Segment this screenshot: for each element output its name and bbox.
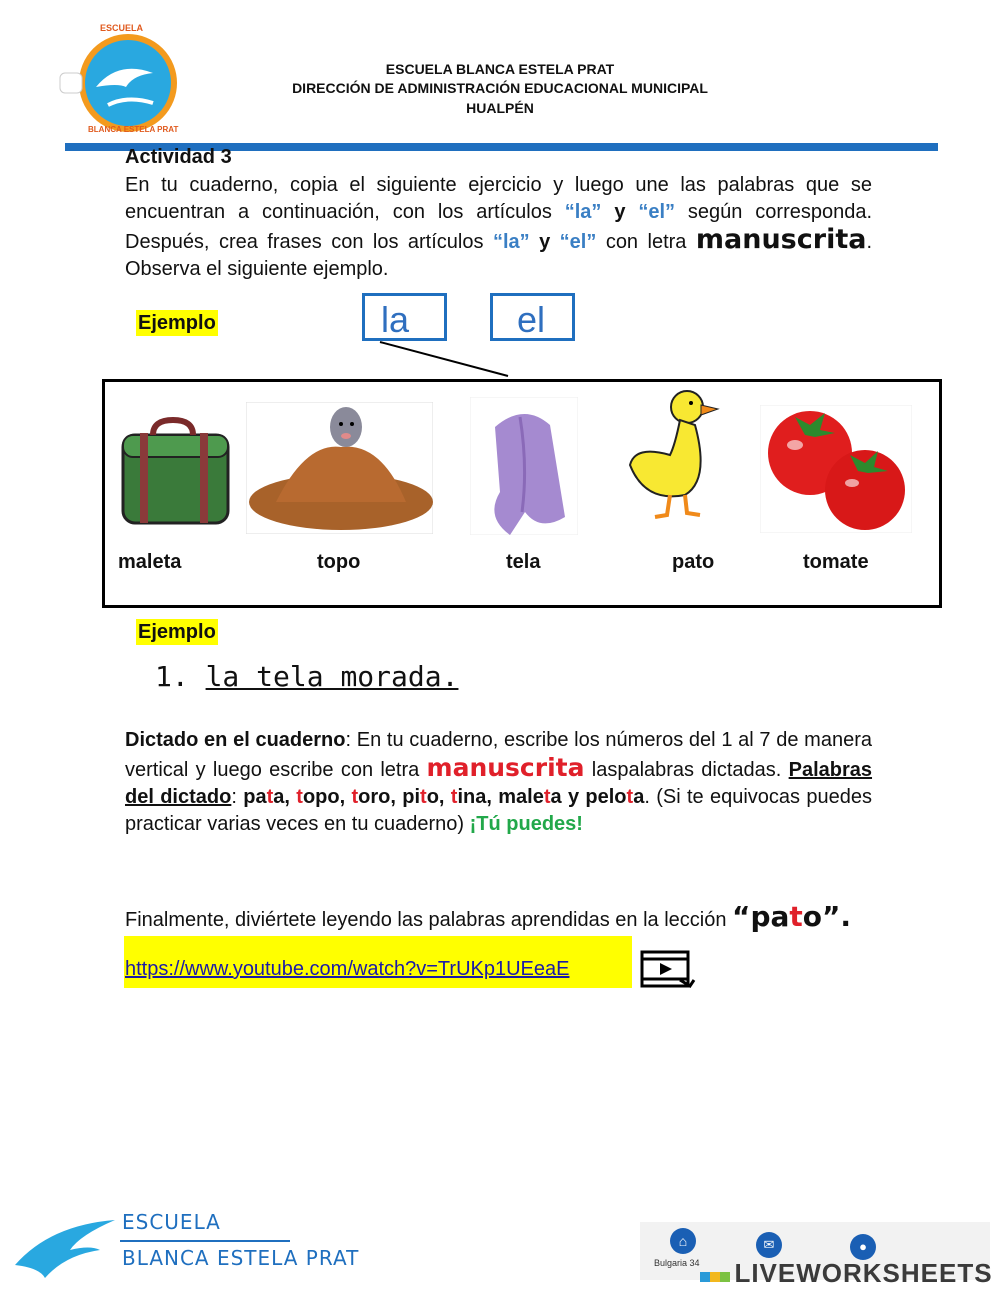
user-icon: ● [850,1234,876,1260]
word-pato: pato [672,551,715,573]
footer-bird-logo [10,1210,120,1280]
cloth-picture [470,397,578,535]
example-connector-line [0,0,1000,400]
word-tela: tela [506,551,541,573]
duck-picture [625,385,720,520]
footer-address: Bulgaria 34 [654,1258,700,1268]
header-city: HUALPÉN [466,100,534,116]
header-direction: DIRECCIÓN DE ADMINISTRACIÓN EDUCACIONAL MUNICIPAL [292,80,708,96]
word-topo: topo [317,551,361,573]
word-tomate: tomate [803,551,869,573]
footer-school-line1: ESCUELA [122,1210,221,1234]
final-text: Finalmente, diviértete leyendo las palabras aprendidas en la lección “pato”. [125,900,852,933]
logo-top-text: ESCUELA [100,23,144,33]
video-link[interactable]: https://www.youtube.com/watch?v=TrUKp1UEeaE [125,958,570,980]
footer-school-line2: BLANCA ESTELA PRAT [122,1246,360,1270]
article-box-el: el [490,293,575,341]
tomato-picture [760,405,912,533]
article-box-la: la [362,293,447,341]
mail-icon: ✉ [756,1232,782,1258]
header-school: ESCUELA BLANCA ESTELA PRAT [385,61,615,77]
example-sentence: 1. la tela morada. [155,660,459,693]
dictation-paragraph: Dictado en el cuaderno: En tu cuaderno, escribe los números del 1 al 7 de manera vertical y luego escribe con letra manuscrita laspalabras dictadas. Palabras del dictado: pata, topo, toro, pito, tina, maleta y pelota. (Si te equivocas puedes practicar varias veces en tu cuaderno) ¡Tú puedes! [125,729,873,835]
liveworksheets-watermark: LIVEWORKSHEETS [700,1258,993,1289]
home-icon: ⌂ [670,1228,696,1254]
activity-instructions: En tu cuaderno, copia el siguiente ejercicio y luego une las palabras que se encuentran a continuación, con los artículos “la” y “el” según corresponda. Después, crea frases con los artículos “la” y “el” con letra manuscrita. Observa el siguiente ejemplo. [125,174,873,280]
suitcase-picture [118,415,233,530]
logo-bottom-text: BLANCA ESTELA PRAT [88,125,179,134]
activity-title: Actividad 3 [125,146,232,168]
mole-picture [246,402,433,534]
example-label: Ejemplo [138,312,216,334]
footer-divider [120,1240,290,1242]
word-maleta: maleta [118,551,182,573]
video-icon[interactable] [640,950,696,988]
example2-label: Ejemplo [138,621,216,643]
